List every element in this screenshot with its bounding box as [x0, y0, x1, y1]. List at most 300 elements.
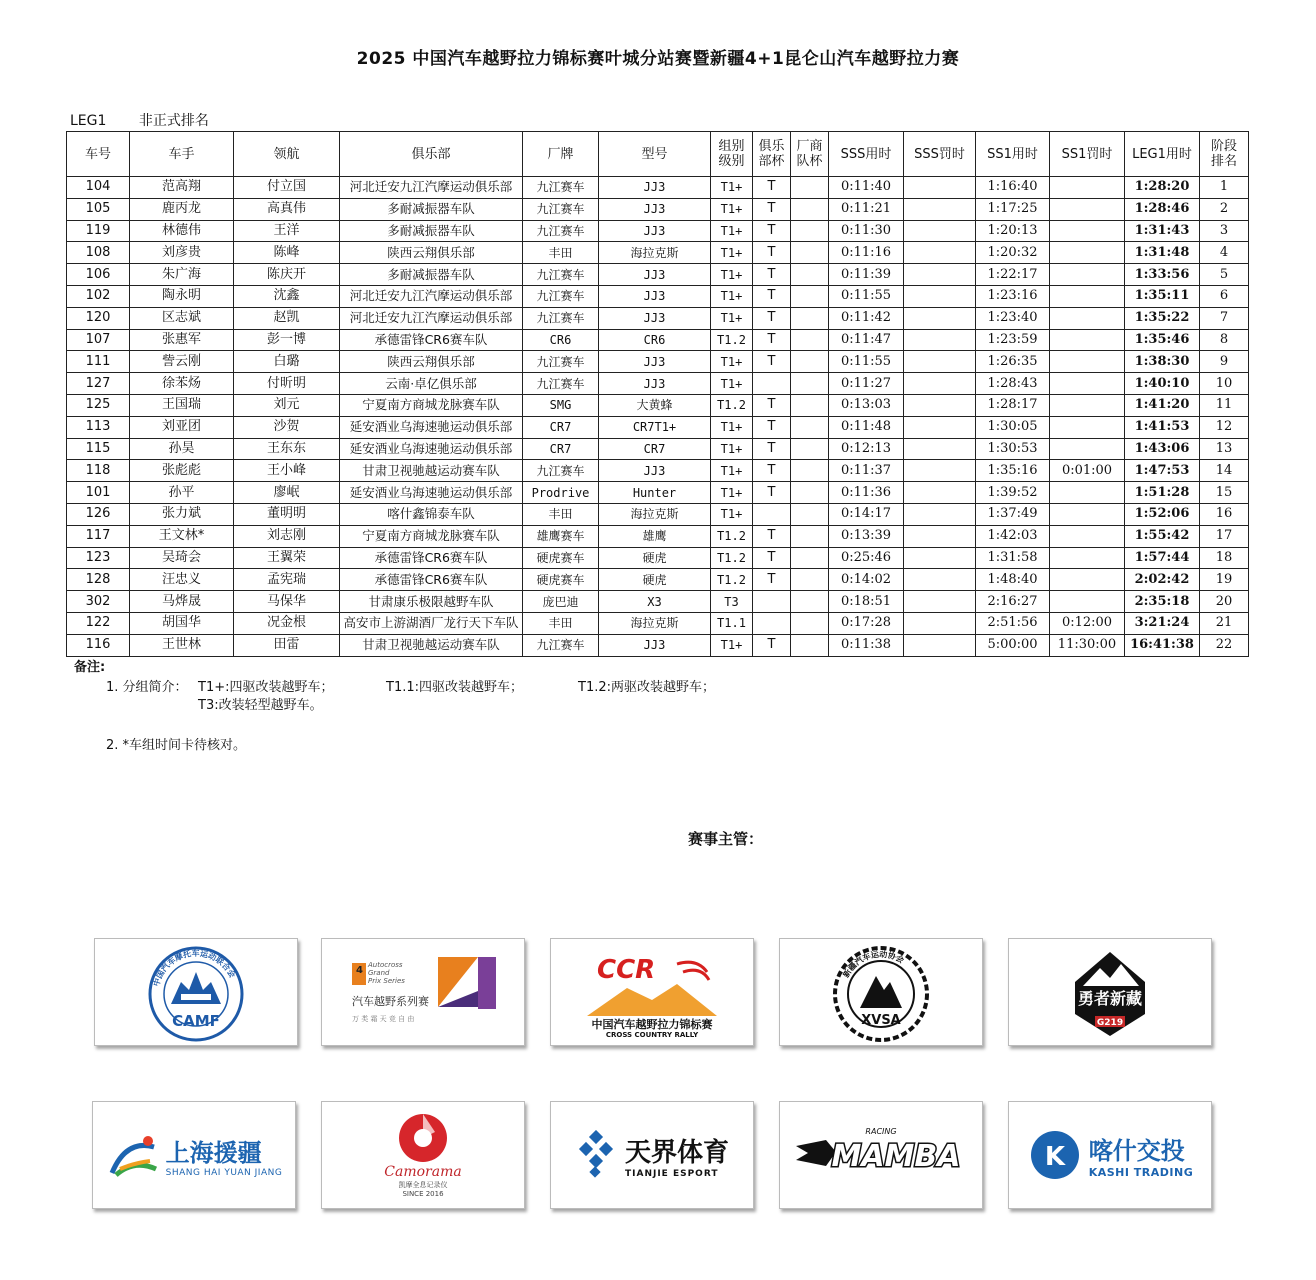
leg1-time-cell: 2:35:18 [1125, 591, 1200, 613]
maker-cup-cell [791, 373, 829, 395]
leg1-time-cell: 1:55:42 [1125, 525, 1200, 547]
table-row [67, 242, 1249, 264]
co-driver-cell: 付立国 [234, 177, 340, 199]
manufacturer-cell: SMG [523, 394, 599, 416]
model-cell: JJ3 [599, 351, 711, 373]
sss-penalty-cell [904, 307, 976, 329]
club-cell: 多耐减振器车队 [340, 220, 523, 242]
club-cell: 承德雷锋CR6赛车队 [340, 569, 523, 591]
leg1-time-cell: 1:35:22 [1125, 307, 1200, 329]
manufacturer-cell: 九江赛车 [523, 634, 599, 656]
xvsa-logo [779, 938, 983, 1046]
ss1-time-cell: 1:26:35 [976, 351, 1050, 373]
club-cup-cell: T [753, 482, 791, 504]
notes-label: 备注: [74, 660, 106, 675]
ss1-penalty-cell [1050, 591, 1125, 613]
table-row [67, 482, 1249, 504]
ccr-en: CROSS COUNTRY RALLY [605, 1031, 699, 1039]
sss-penalty-cell [904, 416, 976, 438]
sss-time-cell: 0:14:02 [829, 569, 904, 591]
driver-cell: 徐苯炀 [130, 373, 234, 395]
car-number-cell: 104 [67, 177, 130, 199]
ss1-penalty-cell [1050, 264, 1125, 286]
co-driver-cell: 彭一博 [234, 329, 340, 351]
club-cell: 陕西云翔俱乐部 [340, 242, 523, 264]
co-driver-cell: 况金根 [234, 612, 340, 634]
leg1-time-cell: 2:02:42 [1125, 569, 1200, 591]
club-cup-cell [753, 612, 791, 634]
ss1-time-cell: 1:23:59 [976, 329, 1050, 351]
club-cell: 河北迁安九江汽摩运动俱乐部 [340, 307, 523, 329]
leg1-time-cell: 1:52:06 [1125, 503, 1200, 525]
ss1-penalty-cell [1050, 503, 1125, 525]
manufacturer-cell: 九江赛车 [523, 307, 599, 329]
class-cell: T1+ [711, 307, 753, 329]
maker-cup-cell [791, 634, 829, 656]
table-row [67, 198, 1249, 220]
table-row [67, 307, 1249, 329]
sss-penalty-cell [904, 612, 976, 634]
class-cell: T1+ [711, 460, 753, 482]
co-driver-cell: 王洋 [234, 220, 340, 242]
table-row [67, 438, 1249, 460]
maker-cup-cell [791, 416, 829, 438]
club-cell: 甘肃卫视驰越运动赛车队 [340, 634, 523, 656]
car-number-cell: 126 [67, 503, 130, 525]
co-driver-cell: 高真伟 [234, 198, 340, 220]
manufacturer-cell: CR7 [523, 438, 599, 460]
maker-cup-cell [791, 177, 829, 199]
class-cell: T1+ [711, 438, 753, 460]
club-cup-cell: T [753, 220, 791, 242]
tianjie-cn: 天界体育 [624, 1137, 729, 1168]
camorama-name: Camorama [384, 1164, 462, 1180]
club-cup-cell: T [753, 525, 791, 547]
sss-time-cell: 0:11:55 [829, 351, 904, 373]
camf-ring-text: 中国汽车摩托车运动联合会 [151, 948, 237, 988]
stage-rank-cell: 2 [1200, 198, 1249, 220]
club-cup-cell: T [753, 351, 791, 373]
maker-cup-cell [791, 525, 829, 547]
model-cell: 海拉克斯 [599, 242, 711, 264]
driver-cell: 刘彦贵 [130, 242, 234, 264]
club-cup-cell [753, 373, 791, 395]
leg1-time-cell: 16:41:38 [1125, 634, 1200, 656]
manufacturer-cell: Prodrive [523, 482, 599, 504]
model-cell: 硬虎 [599, 569, 711, 591]
ss1-time-cell: 1:17:25 [976, 198, 1050, 220]
column-header: SSS用时 [829, 132, 904, 177]
manufacturer-cell: 九江赛车 [523, 177, 599, 199]
driver-cell: 胡国华 [130, 612, 234, 634]
sss-time-cell: 0:12:13 [829, 438, 904, 460]
ss1-time-cell: 2:16:27 [976, 591, 1050, 613]
sss-penalty-cell [904, 198, 976, 220]
sss-penalty-cell [904, 242, 976, 264]
shanghai-yuanjiang-logo [92, 1101, 296, 1209]
manufacturer-cell: 九江赛车 [523, 198, 599, 220]
driver-cell: 鹿丙龙 [130, 198, 234, 220]
sss-time-cell: 0:17:28 [829, 612, 904, 634]
sss-penalty-cell [904, 177, 976, 199]
club-cell: 承德雷锋CR6赛车队 [340, 547, 523, 569]
driver-cell: 王世林 [130, 634, 234, 656]
club-cup-cell [753, 591, 791, 613]
stage-rank-cell: 13 [1200, 438, 1249, 460]
driver-cell: 吴琦会 [130, 547, 234, 569]
ss1-penalty-cell [1050, 329, 1125, 351]
ss1-time-cell: 1:30:53 [976, 438, 1050, 460]
leg1-time-cell: 1:40:10 [1125, 373, 1200, 395]
club-cup-cell: T [753, 177, 791, 199]
ss1-time-cell: 1:20:32 [976, 242, 1050, 264]
table-row [67, 394, 1249, 416]
ss1-time-cell: 1:16:40 [976, 177, 1050, 199]
co-driver-cell: 孟宪瑞 [234, 569, 340, 591]
ss1-time-cell: 1:37:49 [976, 503, 1050, 525]
model-cell: CR7 [599, 438, 711, 460]
sss-time-cell: 0:14:17 [829, 503, 904, 525]
car-number-cell: 101 [67, 482, 130, 504]
maker-cup-cell [791, 612, 829, 634]
club-cell: 延安酒业乌海速驰运动俱乐部 [340, 438, 523, 460]
club-cell: 河北迁安九江汽摩运动俱乐部 [340, 285, 523, 307]
sss-penalty-cell [904, 482, 976, 504]
sss-penalty-cell [904, 438, 976, 460]
model-cell: JJ3 [599, 460, 711, 482]
co-driver-cell: 沈鑫 [234, 285, 340, 307]
car-number-cell: 107 [67, 329, 130, 351]
co-driver-cell: 陈庆开 [234, 264, 340, 286]
ss1-time-cell: 1:42:03 [976, 525, 1050, 547]
car-number-cell: 106 [67, 264, 130, 286]
class-cell: T1+ [711, 177, 753, 199]
ss1-penalty-cell [1050, 416, 1125, 438]
model-cell: X3 [599, 591, 711, 613]
stage-rank-cell: 16 [1200, 503, 1249, 525]
column-header: 组别 级别 [711, 132, 753, 177]
sss-time-cell: 0:25:46 [829, 547, 904, 569]
co-driver-cell: 廖岷 [234, 482, 340, 504]
leg1-time-cell: 1:28:46 [1125, 198, 1200, 220]
class-cell: T1+ [711, 198, 753, 220]
ss1-time-cell: 1:28:17 [976, 394, 1050, 416]
car-number-cell: 108 [67, 242, 130, 264]
club-cell: 甘肃卫视驰越运动赛车队 [340, 460, 523, 482]
manufacturer-cell: 硬虎赛车 [523, 569, 599, 591]
co-driver-cell: 董明明 [234, 503, 340, 525]
shanghai-emblem-icon [106, 1129, 160, 1181]
stage-rank-cell: 1 [1200, 177, 1249, 199]
class-cell: T1+ [711, 503, 753, 525]
kashi-en: KASHI TRADING [1088, 1166, 1194, 1179]
co-driver-cell: 刘元 [234, 394, 340, 416]
ss1-time-cell: 1:31:58 [976, 547, 1050, 569]
column-header: 厂商 队杯 [791, 132, 829, 177]
stage-rank-cell: 10 [1200, 373, 1249, 395]
co-driver-cell: 赵凯 [234, 307, 340, 329]
mamba-top: RACING [865, 1127, 897, 1136]
manufacturer-cell: 九江赛车 [523, 285, 599, 307]
sss-penalty-cell [904, 264, 976, 286]
sss-time-cell: 0:11:30 [829, 220, 904, 242]
class-cell: T1+ [711, 482, 753, 504]
tianjie-en: TIANJIE ESPORT [624, 1168, 719, 1179]
club-cell: 宁夏南方商城龙脉赛车队 [340, 394, 523, 416]
stage-rank-cell: 14 [1200, 460, 1249, 482]
mamba-logo [779, 1101, 983, 1209]
camorama-since: SINCE 2016 [402, 1190, 444, 1198]
ss1-penalty-cell: 0:12:00 [1050, 612, 1125, 634]
driver-cell: 张彪彪 [130, 460, 234, 482]
note-1-prefix: 1. 分组简介： [106, 680, 188, 695]
leg1-time-cell: 1:31:43 [1125, 220, 1200, 242]
car-number-cell: 102 [67, 285, 130, 307]
model-cell: JJ3 [599, 198, 711, 220]
ss1-penalty-cell [1050, 569, 1125, 591]
sss-penalty-cell [904, 220, 976, 242]
ss1-time-cell: 1:35:16 [976, 460, 1050, 482]
column-header: SSS罚时 [904, 132, 976, 177]
manufacturer-cell: CR7 [523, 416, 599, 438]
sss-penalty-cell [904, 351, 976, 373]
sss-penalty-cell [904, 329, 976, 351]
car-number-cell: 111 [67, 351, 130, 373]
page-title: 2025 中国汽车越野拉力锦标赛叶城分站赛暨新疆4+1昆仑山汽车越野拉力赛 [356, 49, 960, 69]
stage-rank-cell: 3 [1200, 220, 1249, 242]
sss-time-cell: 0:11:21 [829, 198, 904, 220]
sss-penalty-cell [904, 525, 976, 547]
sss-time-cell: 0:11:38 [829, 634, 904, 656]
sss-time-cell: 0:18:51 [829, 591, 904, 613]
ccr-cn: 中国汽车越野拉力锦标赛 [591, 1018, 713, 1031]
model-cell: Hunter [599, 482, 711, 504]
table-row [67, 460, 1249, 482]
g219-cn: 勇者新藏 [1077, 989, 1143, 1008]
class-cell: T1+ [711, 351, 753, 373]
column-header: 车手 [130, 132, 234, 177]
sss-time-cell: 0:13:39 [829, 525, 904, 547]
club-cell: 陕西云翔俱乐部 [340, 351, 523, 373]
note-1-t3: T3:改装轻型越野车。 [198, 698, 323, 713]
model-cell: 硬虎 [599, 547, 711, 569]
club-cell: 宁夏南方商城龙脉赛车队 [340, 525, 523, 547]
note-1-t12: T1.2:两驱改装越野车； [578, 680, 715, 695]
co-driver-cell: 沙贺 [234, 416, 340, 438]
club-cup-cell: T [753, 307, 791, 329]
sss-time-cell: 0:11:36 [829, 482, 904, 504]
maker-cup-cell [791, 460, 829, 482]
series41-slogan: 万 类 霜 天 竞 自 由 [352, 1015, 415, 1023]
club-cell: 甘肃康乐极限越野车队 [340, 591, 523, 613]
xvsa-name: XVSA [861, 1013, 901, 1028]
note-1-t11: T1.1:四驱改装越野车； [386, 680, 523, 695]
stage-rank-cell: 18 [1200, 547, 1249, 569]
ss1-penalty-cell [1050, 198, 1125, 220]
club-cup-cell: T [753, 198, 791, 220]
maker-cup-cell [791, 591, 829, 613]
class-cell: T1.2 [711, 547, 753, 569]
model-cell: JJ3 [599, 307, 711, 329]
series41-num: 41 [468, 1027, 470, 1028]
series41-line-3: Prix Series [368, 977, 405, 985]
stage-rank-cell: 19 [1200, 569, 1249, 591]
maker-cup-cell [791, 220, 829, 242]
camorama-emblem-icon [395, 1112, 451, 1164]
class-cell: T1+ [711, 416, 753, 438]
ss1-time-cell: 1:48:40 [976, 569, 1050, 591]
club-cell: 多耐减振器车队 [340, 264, 523, 286]
ranking-status: 非正式排名 [138, 113, 209, 129]
ss1-penalty-cell [1050, 525, 1125, 547]
maker-cup-cell [791, 569, 829, 591]
co-driver-cell: 王小峰 [234, 460, 340, 482]
club-cell: 延安酒业乌海速驰运动俱乐部 [340, 416, 523, 438]
leg-caption [70, 110, 237, 130]
shanghai-cn: 上海援疆 [165, 1138, 262, 1167]
sss-penalty-cell [904, 634, 976, 656]
club-cup-cell: T [753, 569, 791, 591]
stage-rank-cell: 22 [1200, 634, 1249, 656]
leg1-time-cell: 1:41:53 [1125, 416, 1200, 438]
driver-cell: 孙昊 [130, 438, 234, 460]
driver-cell: 王文林* [130, 525, 234, 547]
co-driver-cell: 陈峰 [234, 242, 340, 264]
co-driver-cell: 田雷 [234, 634, 340, 656]
svg-text:K: K [1044, 1142, 1065, 1172]
ss1-time-cell: 1:28:43 [976, 373, 1050, 395]
ss1-penalty-cell: 11:30:00 [1050, 634, 1125, 656]
leg1-time-cell: 1:47:53 [1125, 460, 1200, 482]
g219-logo [1008, 938, 1212, 1046]
sss-time-cell: 0:11:47 [829, 329, 904, 351]
column-header: 厂牌 [523, 132, 599, 177]
co-driver-cell: 付昕明 [234, 373, 340, 395]
club-cell: 高安市上游湖酒厂龙行天下车队 [340, 612, 523, 634]
table-row [67, 220, 1249, 242]
class-cell: T1+ [711, 264, 753, 286]
ss1-time-cell: 1:30:05 [976, 416, 1050, 438]
column-header: SS1罚时 [1050, 132, 1125, 177]
car-number-cell: 127 [67, 373, 130, 395]
stage-rank-cell: 20 [1200, 591, 1249, 613]
leg1-time-cell: 1:57:44 [1125, 547, 1200, 569]
maker-cup-cell [791, 482, 829, 504]
sss-time-cell: 0:11:40 [829, 177, 904, 199]
car-number-cell: 119 [67, 220, 130, 242]
table-row [67, 373, 1249, 395]
table-row [67, 612, 1249, 634]
table-row [67, 264, 1249, 286]
driver-cell: 范高翔 [130, 177, 234, 199]
class-cell: T1+ [711, 634, 753, 656]
driver-cell: 陶永明 [130, 285, 234, 307]
car-number-cell: 122 [67, 612, 130, 634]
car-number-cell: 128 [67, 569, 130, 591]
maker-cup-cell [791, 394, 829, 416]
table-row [67, 351, 1249, 373]
kashi-cn: 喀什交投 [1088, 1137, 1185, 1165]
camorama-logo [321, 1101, 525, 1209]
car-number-cell: 123 [67, 547, 130, 569]
manufacturer-cell: 雄鹰赛车 [523, 525, 599, 547]
car-number-cell: 125 [67, 394, 130, 416]
model-cell: 雄鹰 [599, 525, 711, 547]
club-cup-cell: T [753, 416, 791, 438]
class-cell: T1.2 [711, 329, 753, 351]
manufacturer-cell: 九江赛车 [523, 264, 599, 286]
manufacturer-cell: 庞巴迪 [523, 591, 599, 613]
leg1-time-cell: 1:28:20 [1125, 177, 1200, 199]
club-cup-cell: T [753, 634, 791, 656]
sss-penalty-cell [904, 591, 976, 613]
ss1-penalty-cell [1050, 351, 1125, 373]
model-cell: 海拉克斯 [599, 612, 711, 634]
maker-cup-cell [791, 503, 829, 525]
sss-time-cell: 0:11:37 [829, 460, 904, 482]
model-cell: CR6 [599, 329, 711, 351]
sss-time-cell: 0:11:42 [829, 307, 904, 329]
column-header: 俱乐 部杯 [753, 132, 791, 177]
series41-cn: 汽车越野系列赛 [352, 995, 429, 1008]
car-number-cell: 105 [67, 198, 130, 220]
stage-rank-cell: 5 [1200, 264, 1249, 286]
table-row [67, 329, 1249, 351]
driver-cell: 张力斌 [130, 503, 234, 525]
manufacturer-cell: 硬虎赛车 [523, 547, 599, 569]
maker-cup-cell [791, 264, 829, 286]
maker-cup-cell [791, 329, 829, 351]
manufacturer-cell: CR6 [523, 329, 599, 351]
leg1-time-cell: 1:33:56 [1125, 264, 1200, 286]
mamba-name: MAMBA [831, 1139, 961, 1174]
stage-rank-cell: 17 [1200, 525, 1249, 547]
club-cell: 多耐减振器车队 [340, 198, 523, 220]
note-1-t1plus: T1+:四驱改装越野车； [198, 680, 334, 695]
series41-logo [321, 938, 525, 1046]
manufacturer-cell: 九江赛车 [523, 373, 599, 395]
club-cup-cell: T [753, 460, 791, 482]
leg1-time-cell: 1:51:28 [1125, 482, 1200, 504]
sss-penalty-cell [904, 394, 976, 416]
kashi-logo [1008, 1101, 1212, 1209]
driver-cell: 王国瑞 [130, 394, 234, 416]
class-cell: T1+ [711, 373, 753, 395]
column-header: LEG1用时 [1125, 132, 1200, 177]
svg-text:4: 4 [356, 965, 363, 976]
series41-line-1: Autocross [368, 961, 403, 969]
leg1-time-cell: 3:21:24 [1125, 612, 1200, 634]
driver-cell: 张惠军 [130, 329, 234, 351]
maker-cup-cell [791, 307, 829, 329]
column-header: 车号 [67, 132, 130, 177]
ss1-time-cell: 2:51:56 [976, 612, 1050, 634]
column-header: 领航 [234, 132, 340, 177]
table-row [67, 503, 1249, 525]
class-cell: T1.2 [711, 394, 753, 416]
camf-name: CAMF [172, 1012, 220, 1030]
column-header: 型号 [599, 132, 711, 177]
ss1-penalty-cell [1050, 242, 1125, 264]
class-cell: T1+ [711, 285, 753, 307]
ss1-penalty-cell [1050, 373, 1125, 395]
class-cell: T1+ [711, 242, 753, 264]
stage-rank-cell: 15 [1200, 482, 1249, 504]
sss-penalty-cell [904, 285, 976, 307]
club-cup-cell [753, 503, 791, 525]
stage-rank-cell: 9 [1200, 351, 1249, 373]
driver-cell: 林德伟 [130, 220, 234, 242]
